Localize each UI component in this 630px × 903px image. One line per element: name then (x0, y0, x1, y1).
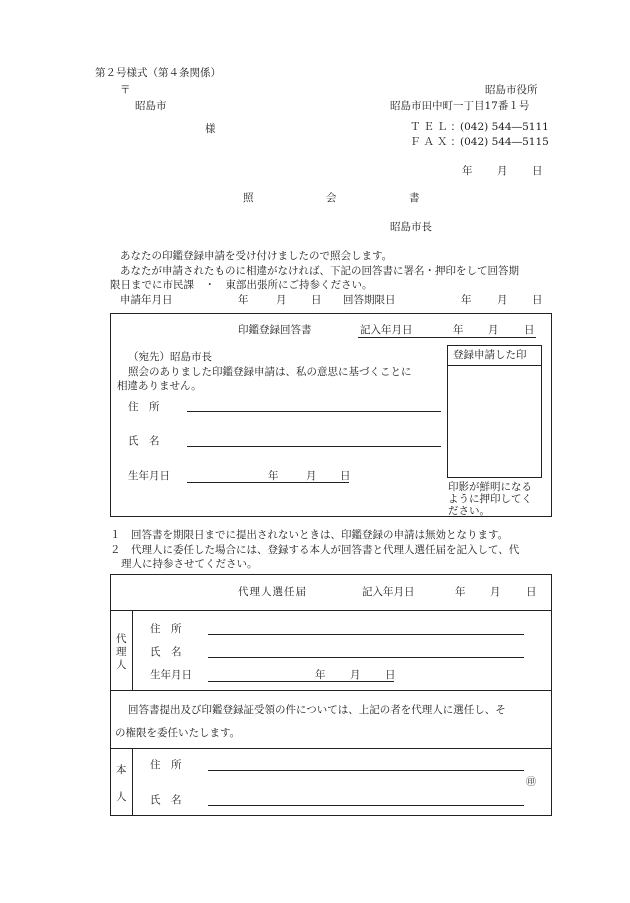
reply-address-label: 住 所 (128, 401, 160, 413)
principal-label-char-1: 本 (116, 764, 127, 776)
deadline-month: 月 (497, 294, 508, 306)
reply-addressee: （宛先）昭島市長 (128, 351, 212, 363)
tel-value: (042) 544―5111 (460, 121, 549, 133)
honorific: 様 (205, 123, 216, 135)
apply-date-label: 申請年月日 (120, 294, 173, 306)
note-2-line-1: ２ 代理人に委任した場合には、登録する本人が回答書と代理人選任届を記入して、代 (110, 544, 520, 556)
apply-day: 日 (311, 294, 322, 306)
reply-birth-label: 生年月日 (128, 470, 170, 482)
seal-note-line-3: ださい。 (448, 505, 490, 517)
reply-name-input[interactable] (187, 446, 441, 447)
agent-header-divider (110, 610, 552, 611)
deadline-label: 回答期限日 (343, 294, 396, 306)
agent-birth-input[interactable] (208, 681, 394, 682)
title-char-2: 会 (326, 192, 337, 204)
agent-entry-month: 月 (490, 586, 501, 598)
agent-address-input[interactable] (208, 634, 524, 635)
agent-birth-month: 月 (350, 669, 361, 681)
tel-label: ＴＥＬ： (410, 121, 464, 133)
reply-statement-line-1: 照会のありました印鑑登録申請は、私の意思に基づくことに (128, 366, 412, 378)
agent-birth-year: 年 (315, 669, 326, 681)
principal-label-column-divider (132, 748, 133, 816)
recipient-city: 昭島市 (135, 100, 167, 112)
agent-section-divider (110, 690, 552, 691)
reply-entry-date-underline (358, 337, 536, 338)
title-char-1: 照 (243, 192, 254, 204)
agent-label-char-2: 理 (116, 646, 127, 658)
agent-birth-day: 日 (385, 669, 396, 681)
agent-entry-date-label: 記入年月日 (362, 586, 415, 598)
fax-value: (042) 544―5115 (460, 136, 549, 148)
agent-entry-year: 年 (455, 586, 466, 598)
reply-entry-date-label: 記入年月日 (360, 324, 413, 336)
deadline-year: 年 (461, 294, 472, 306)
agent-label-column-divider (132, 610, 133, 690)
principal-label-char-2: 人 (116, 791, 127, 803)
fax-label: ＦＡＸ： (410, 136, 464, 148)
agent-name-input[interactable] (208, 657, 524, 658)
delegation-line-2: の権限を委任いたします。 (115, 727, 241, 739)
note-2-line-2: 理人に持参させてください。 (121, 558, 258, 570)
apply-year: 年 (238, 294, 249, 306)
agent-label-char-1: 代 (116, 633, 127, 645)
delegation-line-1: 回答書提出及び印鑑登録証受領の件については、上記の者を代理人に選任し、そ (128, 704, 506, 716)
agent-label-char-3: 人 (116, 659, 127, 671)
reply-name-label: 氏 名 (128, 435, 160, 447)
body-line-2: あなたが申請されたものに相違がなければ、下記の回答書に署名・押印をして回答期 (120, 265, 519, 277)
header-date-month: 月 (497, 165, 508, 177)
sender-office: 昭島市役所 (485, 84, 538, 96)
reply-form-title: 印鑑登録回答書 (238, 324, 312, 336)
signer: 昭島市長 (390, 221, 432, 233)
header-date-year: 年 (462, 165, 473, 177)
agent-name-label: 氏 名 (150, 646, 182, 658)
header-date-day: 日 (532, 165, 543, 177)
reply-birth-day: 日 (340, 470, 351, 482)
body-line-3: 限日までに市民課 ・ 東部出張所にご持参ください。 (110, 279, 373, 291)
apply-month: 月 (276, 294, 287, 306)
note-1: １ 回答書を期限日までに提出されないときは、印鑑登録の申請は無効となります。 (110, 529, 509, 541)
sender-address: 昭島市田中町一丁目17番１号 (390, 100, 530, 112)
seal-note-line-1: 印影が鮮明になる (448, 481, 532, 493)
agent-birth-label: 生年月日 (150, 669, 192, 681)
postal-mark: 〒 (120, 84, 131, 96)
seal-note-line-2: ように押印してく (448, 493, 532, 505)
agent-entry-day: 日 (526, 586, 537, 598)
body-line-1: あなたの印鑑登録申請を受け付けましたので照会します。 (120, 250, 393, 262)
principal-name-label: 氏 名 (150, 794, 182, 806)
reply-birth-year: 年 (268, 470, 279, 482)
principal-address-input[interactable] (208, 770, 524, 771)
seal-box-title: 登録申請した印 (453, 349, 527, 361)
agent-address-label: 住 所 (150, 623, 182, 635)
reply-entry-day: 日 (524, 324, 535, 336)
reply-statement-line-2: 相違ありません。 (117, 380, 202, 392)
principal-name-input[interactable] (208, 805, 524, 806)
form-number: 第２号様式（第４条関係） (95, 67, 221, 79)
title-char-3: 書 (409, 192, 420, 204)
reply-entry-month: 月 (488, 324, 499, 336)
reply-entry-year: 年 (453, 324, 464, 336)
deadline-day: 日 (532, 294, 543, 306)
seal-box-divider (447, 365, 542, 366)
principal-section-divider (110, 748, 552, 749)
principal-address-label: 住 所 (150, 759, 182, 771)
seal-mark-icon: ㊞ (526, 777, 536, 788)
agent-form-title: 代理人選任届 (238, 586, 307, 598)
reply-birth-month: 月 (306, 470, 317, 482)
reply-address-input[interactable] (187, 411, 441, 412)
reply-birth-input[interactable] (187, 482, 349, 483)
